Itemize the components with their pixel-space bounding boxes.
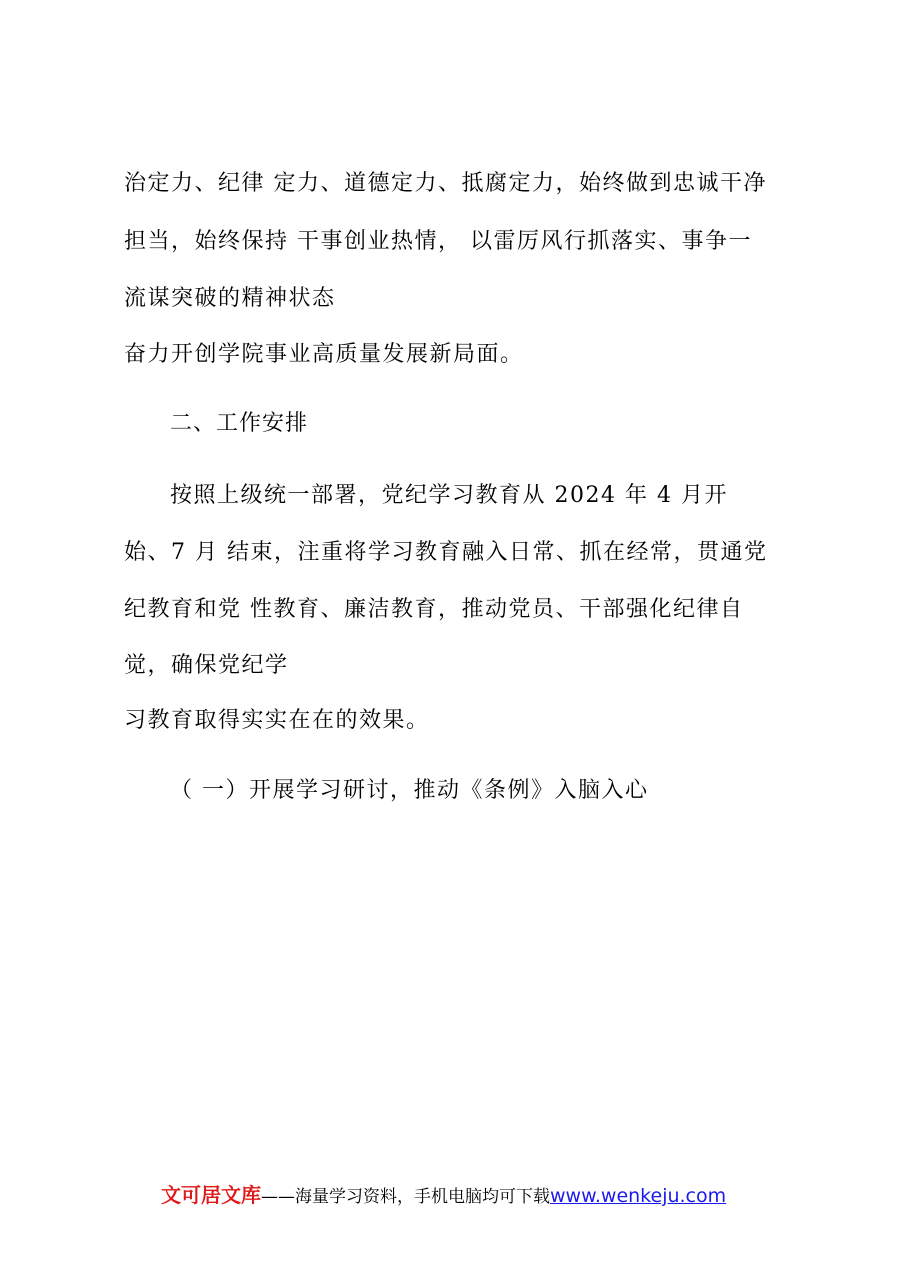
paragraph-line: 流谋突破的精神状态 bbox=[124, 286, 336, 311]
paragraph-line: 纪教育和党 性教育、廉洁教育，推动党员、干部强化纪律自 bbox=[124, 597, 744, 622]
paragraph-line: 始、7 月 结束，注重将学习教育融入日常、抓在经常，贯通党 bbox=[124, 540, 768, 565]
website-link[interactable]: www.wenkeju.com bbox=[550, 1185, 727, 1207]
footer-tagline: ——海量学习资料，手机电脑均可下载 bbox=[261, 1187, 550, 1207]
paragraph-line: 治定力、纪律 定力、道德定力、抵腐定力，始终做到忠诚干净 bbox=[124, 171, 767, 196]
paragraph-line: 习教育取得实实在在的效果。 bbox=[124, 708, 430, 733]
subsection-heading: （ 一）开展学习研讨，推动《条例》入脑入心 bbox=[170, 778, 649, 803]
section-heading: 二、工作安排 bbox=[170, 411, 309, 436]
brand-name: 文可居文库 bbox=[161, 1183, 261, 1207]
paragraph-line: 按照上级统一部署，党纪学习教育从 2024 年 4 月开 bbox=[170, 483, 728, 508]
paragraph-line: 觉，确保党纪学 bbox=[124, 653, 289, 678]
paragraph-line: 担当，始终保持 干事创业热情， 以雷厉风行抓落实、事争一 bbox=[124, 229, 752, 254]
paragraph-line: 奋力开创学院事业高质量发展新局面。 bbox=[124, 342, 524, 367]
footer-banner bbox=[161, 1181, 726, 1211]
